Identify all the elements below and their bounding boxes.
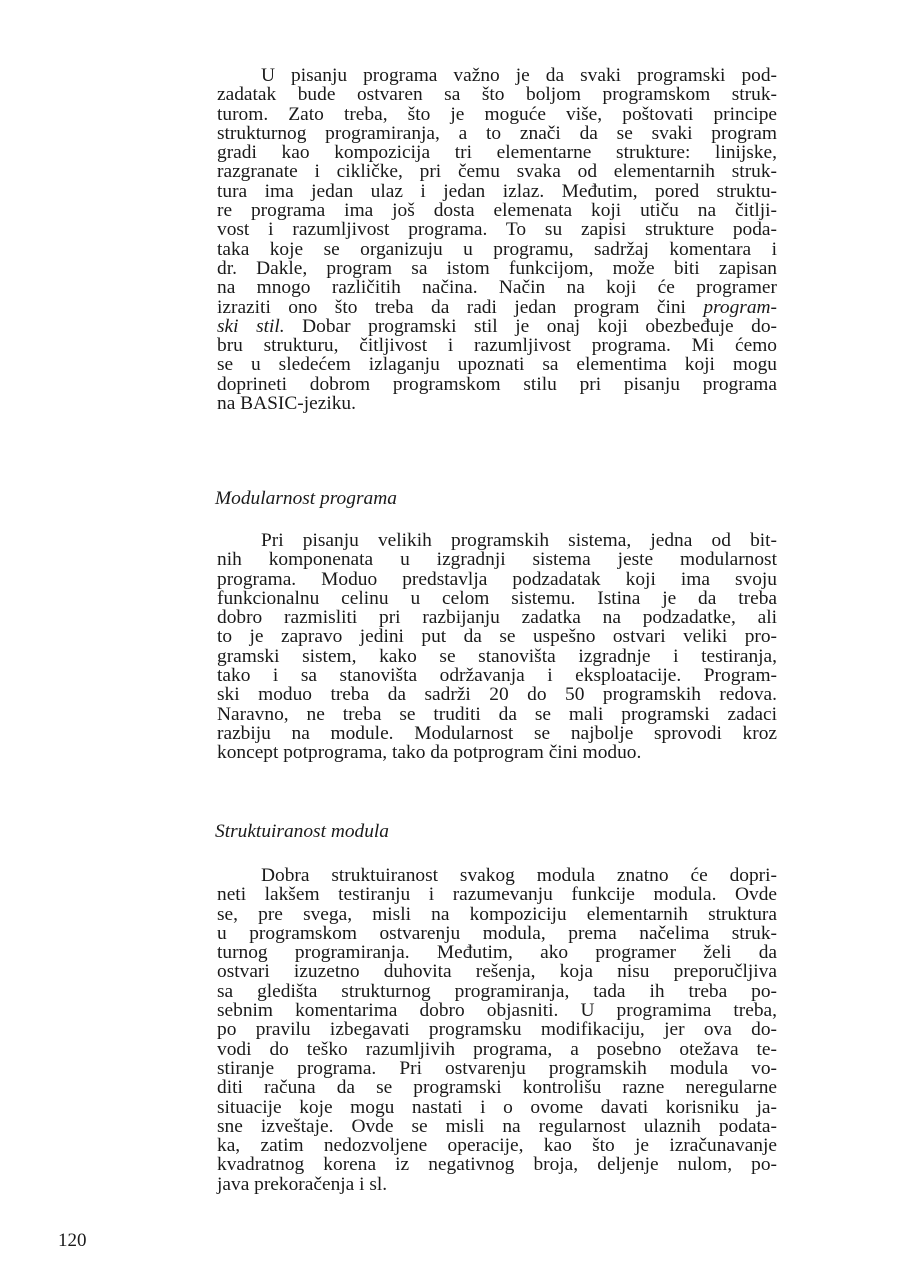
text-line: razgranate i cikličke, pri čemu svaka od elementarnih struk- <box>217 161 777 183</box>
text-line: gramski sistem, kako se stanovišta izgradnje i testiranja, <box>217 645 777 667</box>
text-line: ka, zatim nedozvoljene operacije, kao što je izračunavanje <box>217 1135 777 1157</box>
text-line-with-emphasis <box>217 317 777 336</box>
text-line: u programskom ostvarenju modula, prema načelima struk- <box>217 922 777 944</box>
emphasis-text: ski stil. <box>217 315 285 337</box>
page-number: 120 <box>58 1230 87 1251</box>
text-fragment: izraziti ono što treba da radi jedan program čini <box>217 296 686 318</box>
text-line: Dobra struktuiranost svakog modula znatno će dopri- <box>261 865 777 886</box>
text-line: Naravno, ne treba se truditi da se mali programski zadaci <box>217 703 777 725</box>
text-line: java prekoračenja i sl. <box>217 1173 388 1195</box>
text-line: zadatak bude ostvaren sa što boljom programskom struk- <box>217 84 777 106</box>
text-line: kvadratnog korena iz negativnog broja, deljenje nulom, po- <box>217 1154 777 1176</box>
text-line: ski moduo treba da sadrži 20 do 50 programskih redova. <box>217 684 777 706</box>
text-line: na mnogo različitih načina. Način na koji će programer <box>217 277 777 299</box>
text-line: to je zapravo jedini put da se uspešno ostvari veliki pro- <box>217 626 777 648</box>
text-line: programa. Moduo predstavlja podzadatak koji ima svoju <box>217 568 777 590</box>
text-line: turnog programiranja. Međutim, ako programer želi da <box>217 942 777 964</box>
struktuiranost-paragraph <box>217 866 777 1194</box>
text-line: sebnim komentarima dobro objasniti. U programima treba, <box>217 1000 777 1022</box>
text-line: sne izveštaje. Ovde se misli na regularnost ulaznih podata- <box>217 1115 777 1137</box>
text-line: dobro razmisliti pri razbijanju zadatka na podzadatke, ali <box>217 607 777 629</box>
text-line: se, pre svega, misli na kompoziciju elementarnih struktura <box>217 903 777 925</box>
text-line: turom. Zato treba, što je moguće više, poštovati principe <box>217 103 777 125</box>
text-line: neti lakšem testiranju i razumevanju funkcije modula. Ovde <box>217 884 777 906</box>
text-fragment: Dobar programski stil je onaj koji obezbeđuje do- <box>302 315 777 337</box>
section-heading-struktuiranost: Struktuiranost modula <box>215 821 389 842</box>
text-line: doprineti dobrom programskom stilu pri pisanju programa <box>217 373 777 395</box>
emphasis-text: program- <box>703 296 777 318</box>
text-line: dr. Dakle, program sa istom funkcijom, može biti zapisan <box>217 257 777 279</box>
text-line: tako i sa stanovišta održavanja i eksploatacije. Program- <box>217 665 777 687</box>
section-heading-modularnost: Modularnost programa <box>215 488 397 509</box>
text-line: funkcionalnu celinu u celom sistemu. Istina je da treba <box>217 587 777 609</box>
text-line: sa gledišta strukturnog programiranja, tada ih treba po- <box>217 980 777 1002</box>
intro-paragraph <box>217 66 777 413</box>
text-line: bru strukturu, čitljivost i razumljivost programa. Mi ćemo <box>217 335 777 357</box>
text-line: U pisanju programa važno je da svaki programski pod- <box>261 65 777 86</box>
text-line: gradi kao kompozicija tri elementarne strukture: linijske, <box>217 142 777 164</box>
modularnost-paragraph <box>217 531 777 763</box>
text-line: se u sledećem izlaganju upoznati sa elementima koji mogu <box>217 354 777 376</box>
text-line: Pri pisanju velikih programskih sistema, jedna od bit- <box>261 530 777 551</box>
text-line: tura ima jedan ulaz i jedan izlaz. Međutim, pored struktu- <box>217 180 777 202</box>
text-line: situacije koje mogu nastati i o ovome davati korisniku ja- <box>217 1096 777 1118</box>
text-line: koncept potprograma, tako da potprogram čini moduo. <box>217 742 642 764</box>
text-line: nih komponenata u izgradnji sistema jeste modularnost <box>217 549 777 571</box>
text-line: po pravilu izbegavati programsku modifikaciju, jer ova do- <box>217 1019 777 1041</box>
text-line-with-emphasis <box>217 298 777 317</box>
text-line: razbiju na module. Modularnost se najbolje sprovodi kroz <box>217 722 777 744</box>
text-line: vost i razumljivost programa. To su zapisi strukture poda- <box>217 219 777 241</box>
text-line: re programa ima još dosta elemenata koji utiču na čitlji- <box>217 200 777 222</box>
text-line: na BASIC-jeziku. <box>217 393 356 415</box>
text-line: strukturnog programiranja, a to znači da se svaki program <box>217 122 777 144</box>
text-line: stiranje programa. Pri ostvarenju programskih modula vo- <box>217 1057 777 1079</box>
text-line: vodi do teško razumljivih programa, a posebno otežava te- <box>217 1038 777 1060</box>
text-line: taka koje se organizuju u programu, sadržaj komentara i <box>217 238 777 260</box>
text-line: diti računa da se programski kontrolišu razne neregularne <box>217 1077 777 1099</box>
text-line: ostvari izuzetno duhovita rešenja, koja nisu preporučljiva <box>217 961 777 983</box>
